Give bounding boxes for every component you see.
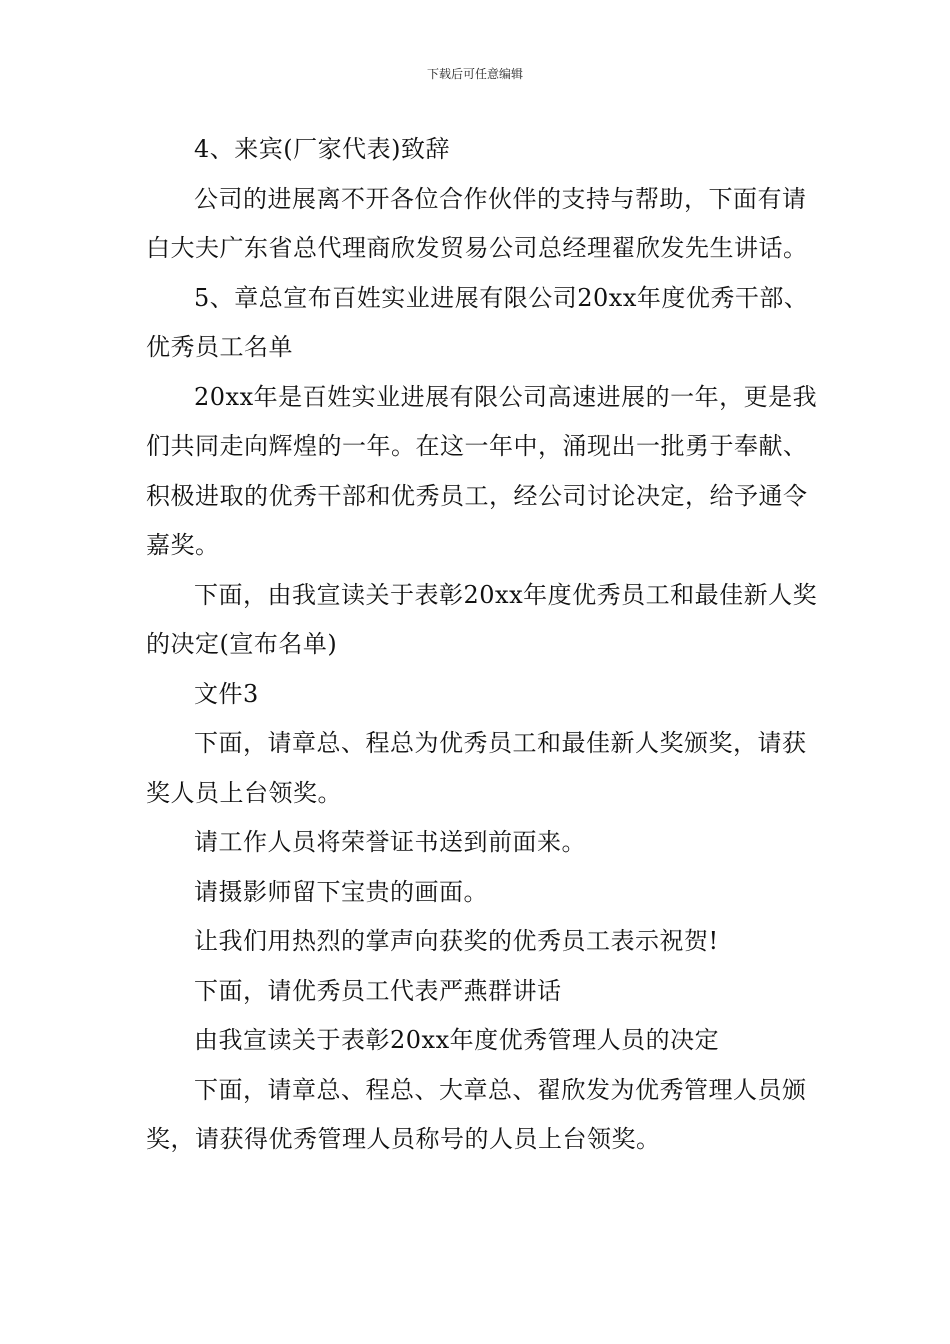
paragraph: 公司的进展离不开各位合作伙伴的支持与帮助，下面有请白大夫广东省总代理商欣发贸易公司总经理翟欣发先生讲话。 (146, 184, 808, 262)
paragraph: 下面，请章总、程总、大章总、翟欣发为优秀管理人员颁奖，请获得优秀管理人员称号的人员上台领奖。 (146, 1075, 807, 1153)
paragraph: 下面，请优秀员工代表严燕群讲话 (194, 976, 562, 1005)
paragraph: 20xx年是百姓实业进展有限公司高速进展的一年，更是我们共同走向辉煌的一年。在这一年中，涌现出一批勇于奉献、积极进取的优秀干部和优秀员工，经公司讨论决定，给予通令嘉奖。 (146, 382, 818, 559)
paragraph: 4、来宾(厂家代表)致辞 (194, 135, 450, 163)
paragraph: 5、章总宣布百姓实业进展有限公司20xx年度优秀干部、优秀员工名单 (146, 283, 809, 361)
paragraph: 文件3 (194, 679, 259, 708)
paragraph: 由我宣读关于表彰20xx年度优秀管理人员的决定 (194, 1026, 720, 1054)
paragraph: 请摄影师留下宝贵的画面。 (194, 877, 488, 906)
paragraph: 请工作人员将荣誉证书送到前面来。 (194, 828, 586, 856)
page-header: 下载后可任意编辑 (426, 67, 523, 81)
paragraph: 下面，请章总、程总为优秀员工和最佳新人奖颁奖，请获奖人员上台领奖。 (146, 729, 807, 807)
paragraph: 让我们用热烈的掌声向获奖的优秀员工表示祝贺! (194, 927, 719, 955)
document-body (146, 125, 826, 1165)
paragraph: 下面，由我宣读关于表彰20xx年度优秀员工和最佳新人奖的决定(宣布名单) (146, 580, 818, 658)
